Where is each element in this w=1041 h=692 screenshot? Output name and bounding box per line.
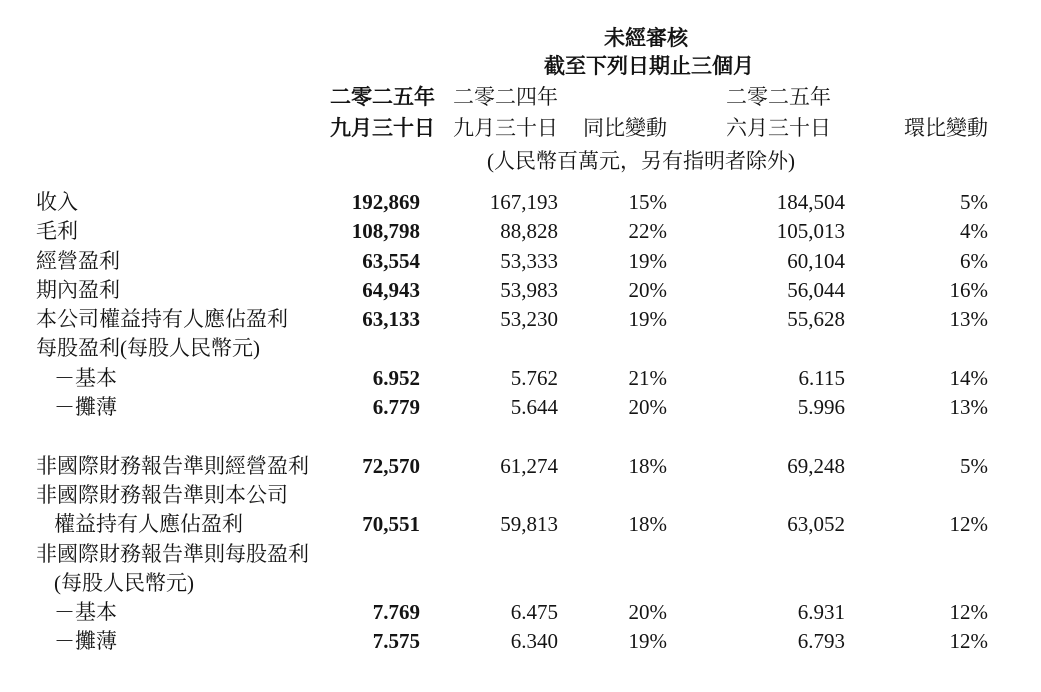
col-1-year-header: 二零二五年 [330,85,435,109]
value-cell: 19% [628,629,667,654]
value-cell: 6.475 [510,600,558,625]
value-cell: 12% [949,629,988,654]
value-cell: 5% [960,190,988,214]
value-cell: 108,798 [351,219,420,244]
row-label: 每股盈利(每股人民幣元) [36,336,260,361]
row-label: 權益持有人應佔盈利 [54,512,243,537]
col-1-date-header: 九月三十日 [330,116,435,140]
value-cell: 63,554 [362,248,420,273]
unaudited-title: 未經審核 [604,26,688,50]
value-cell: 5.762 [510,365,558,390]
header-gap-row [36,176,988,188]
row-label: －攤薄 [54,629,117,654]
year-header-row [36,82,988,113]
header-label-spacer [36,113,330,144]
col-3-date-header: 同比變動 [583,116,667,140]
value-cell: 19% [628,248,667,273]
table-row [36,481,988,510]
value-cell [558,334,667,363]
table-row [36,188,988,217]
value-cell: 6.952 [372,365,420,390]
row-label: －基本 [54,600,117,625]
value-cell: 72,570 [362,453,420,478]
value-cell: 53,230 [500,307,558,332]
table-row [36,510,988,539]
table-header [36,82,988,188]
value-cell: 64,943 [362,277,420,302]
value-cell: 6.931 [797,600,845,625]
table-row [36,247,988,276]
value-cell: 63,052 [787,512,845,537]
col-5-date-header: 環比變動 [904,116,988,140]
table-row [36,393,988,422]
col-4-date-header: 六月三十日 [726,116,831,140]
col-5-year-header [845,82,988,113]
value-cell [330,334,420,363]
value-cell [845,481,988,510]
value-cell: 5.996 [797,395,845,420]
value-cell [667,481,845,510]
table-row [36,627,988,656]
value-cell: 4% [960,219,988,244]
value-cell: 55,628 [787,307,845,332]
table-row [36,305,988,334]
value-cell [558,481,667,510]
value-cell [845,334,988,363]
value-cell: 56,044 [787,277,845,302]
table-row [36,598,988,627]
value-cell [330,540,420,569]
value-cell [845,569,988,598]
value-cell: 63,133 [362,307,420,332]
value-cell: 12% [949,512,988,537]
row-label: 非國際財務報告準則每股盈利 [36,541,309,566]
col-2-date-header: 九月三十日 [453,116,558,140]
value-cell: 60,104 [787,248,845,273]
value-cell [420,481,558,510]
value-cell [420,334,558,363]
value-cell [667,540,845,569]
value-cell: 6.779 [372,395,420,420]
value-cell [330,569,420,598]
row-label [36,422,330,451]
table-row [36,452,988,481]
row-label: 非國際財務報告準則本公司 [36,482,288,507]
value-cell: 7.575 [372,629,420,654]
value-cell: 19% [628,307,667,332]
value-cell: 16% [949,277,988,302]
value-cell [667,422,845,451]
value-cell: 105,013 [776,219,845,244]
value-cell: 20% [628,395,667,420]
row-label: (每股人民幣元) [54,570,194,595]
value-cell [420,569,558,598]
row-label: －基本 [54,365,117,390]
table-row [36,276,988,305]
value-cell: 14% [949,365,988,390]
table-row [36,364,988,393]
period-title: 截至下列日期止三個月 [544,54,754,78]
value-cell: 12% [949,600,988,625]
value-cell: 192,869 [351,190,420,214]
value-cell [420,422,558,451]
col-2-year-header: 二零二四年 [453,85,558,109]
value-cell: 69,248 [787,453,845,478]
value-cell: 22% [628,219,667,244]
row-label: 毛利 [36,219,78,244]
value-cell [330,422,420,451]
value-cell: 59,813 [500,512,558,537]
value-cell: 7.769 [372,600,420,625]
col-3-year-header [558,82,667,113]
table-row [36,540,988,569]
row-label: 經營盈利 [36,248,120,273]
value-cell: 53,333 [500,248,558,273]
row-label: 期內盈利 [36,277,120,302]
value-cell: 6.793 [797,629,845,654]
row-label: －攤薄 [54,395,117,420]
value-cell [667,334,845,363]
row-label: 收入 [36,190,78,214]
value-cell: 13% [949,307,988,332]
value-cell: 21% [628,365,667,390]
row-label: 本公司權益持有人應佔盈利 [36,307,288,332]
table-row [36,334,988,363]
table-row [36,569,988,598]
value-cell: 13% [949,395,988,420]
value-cell: 6.340 [510,629,558,654]
value-cell: 53,983 [500,277,558,302]
header-label-spacer [36,82,330,113]
value-cell: 15% [628,190,667,214]
value-cell [558,540,667,569]
value-cell: 18% [628,453,667,478]
col-4-year-header: 二零二五年 [726,85,831,109]
value-cell [845,422,988,451]
date-header-row [36,113,988,144]
value-cell: 5.644 [510,395,558,420]
value-cell [667,569,845,598]
value-cell [845,540,988,569]
value-cell: 20% [628,277,667,302]
value-cell: 18% [628,512,667,537]
value-cell: 6.115 [798,365,845,390]
value-cell [420,540,558,569]
table-body [36,188,988,657]
value-cell: 88,828 [500,219,558,244]
value-cell: 6% [960,248,988,273]
value-cell: 70,551 [362,512,420,537]
row-label: 非國際財務報告準則經營盈利 [36,453,309,478]
value-cell [558,422,667,451]
financial-summary-table [36,82,988,657]
currency-unit-note: (人民幣百萬元，另有指明者除外) [487,149,795,173]
value-cell [558,569,667,598]
spacer-row [36,422,988,451]
unit-note-spacer-row [36,144,988,176]
value-cell: 61,274 [500,453,558,478]
value-cell: 5% [960,453,988,478]
value-cell: 184,504 [776,190,845,214]
value-cell: 20% [628,600,667,625]
table-row [36,217,988,246]
value-cell: 167,193 [489,190,558,214]
value-cell [330,481,420,510]
